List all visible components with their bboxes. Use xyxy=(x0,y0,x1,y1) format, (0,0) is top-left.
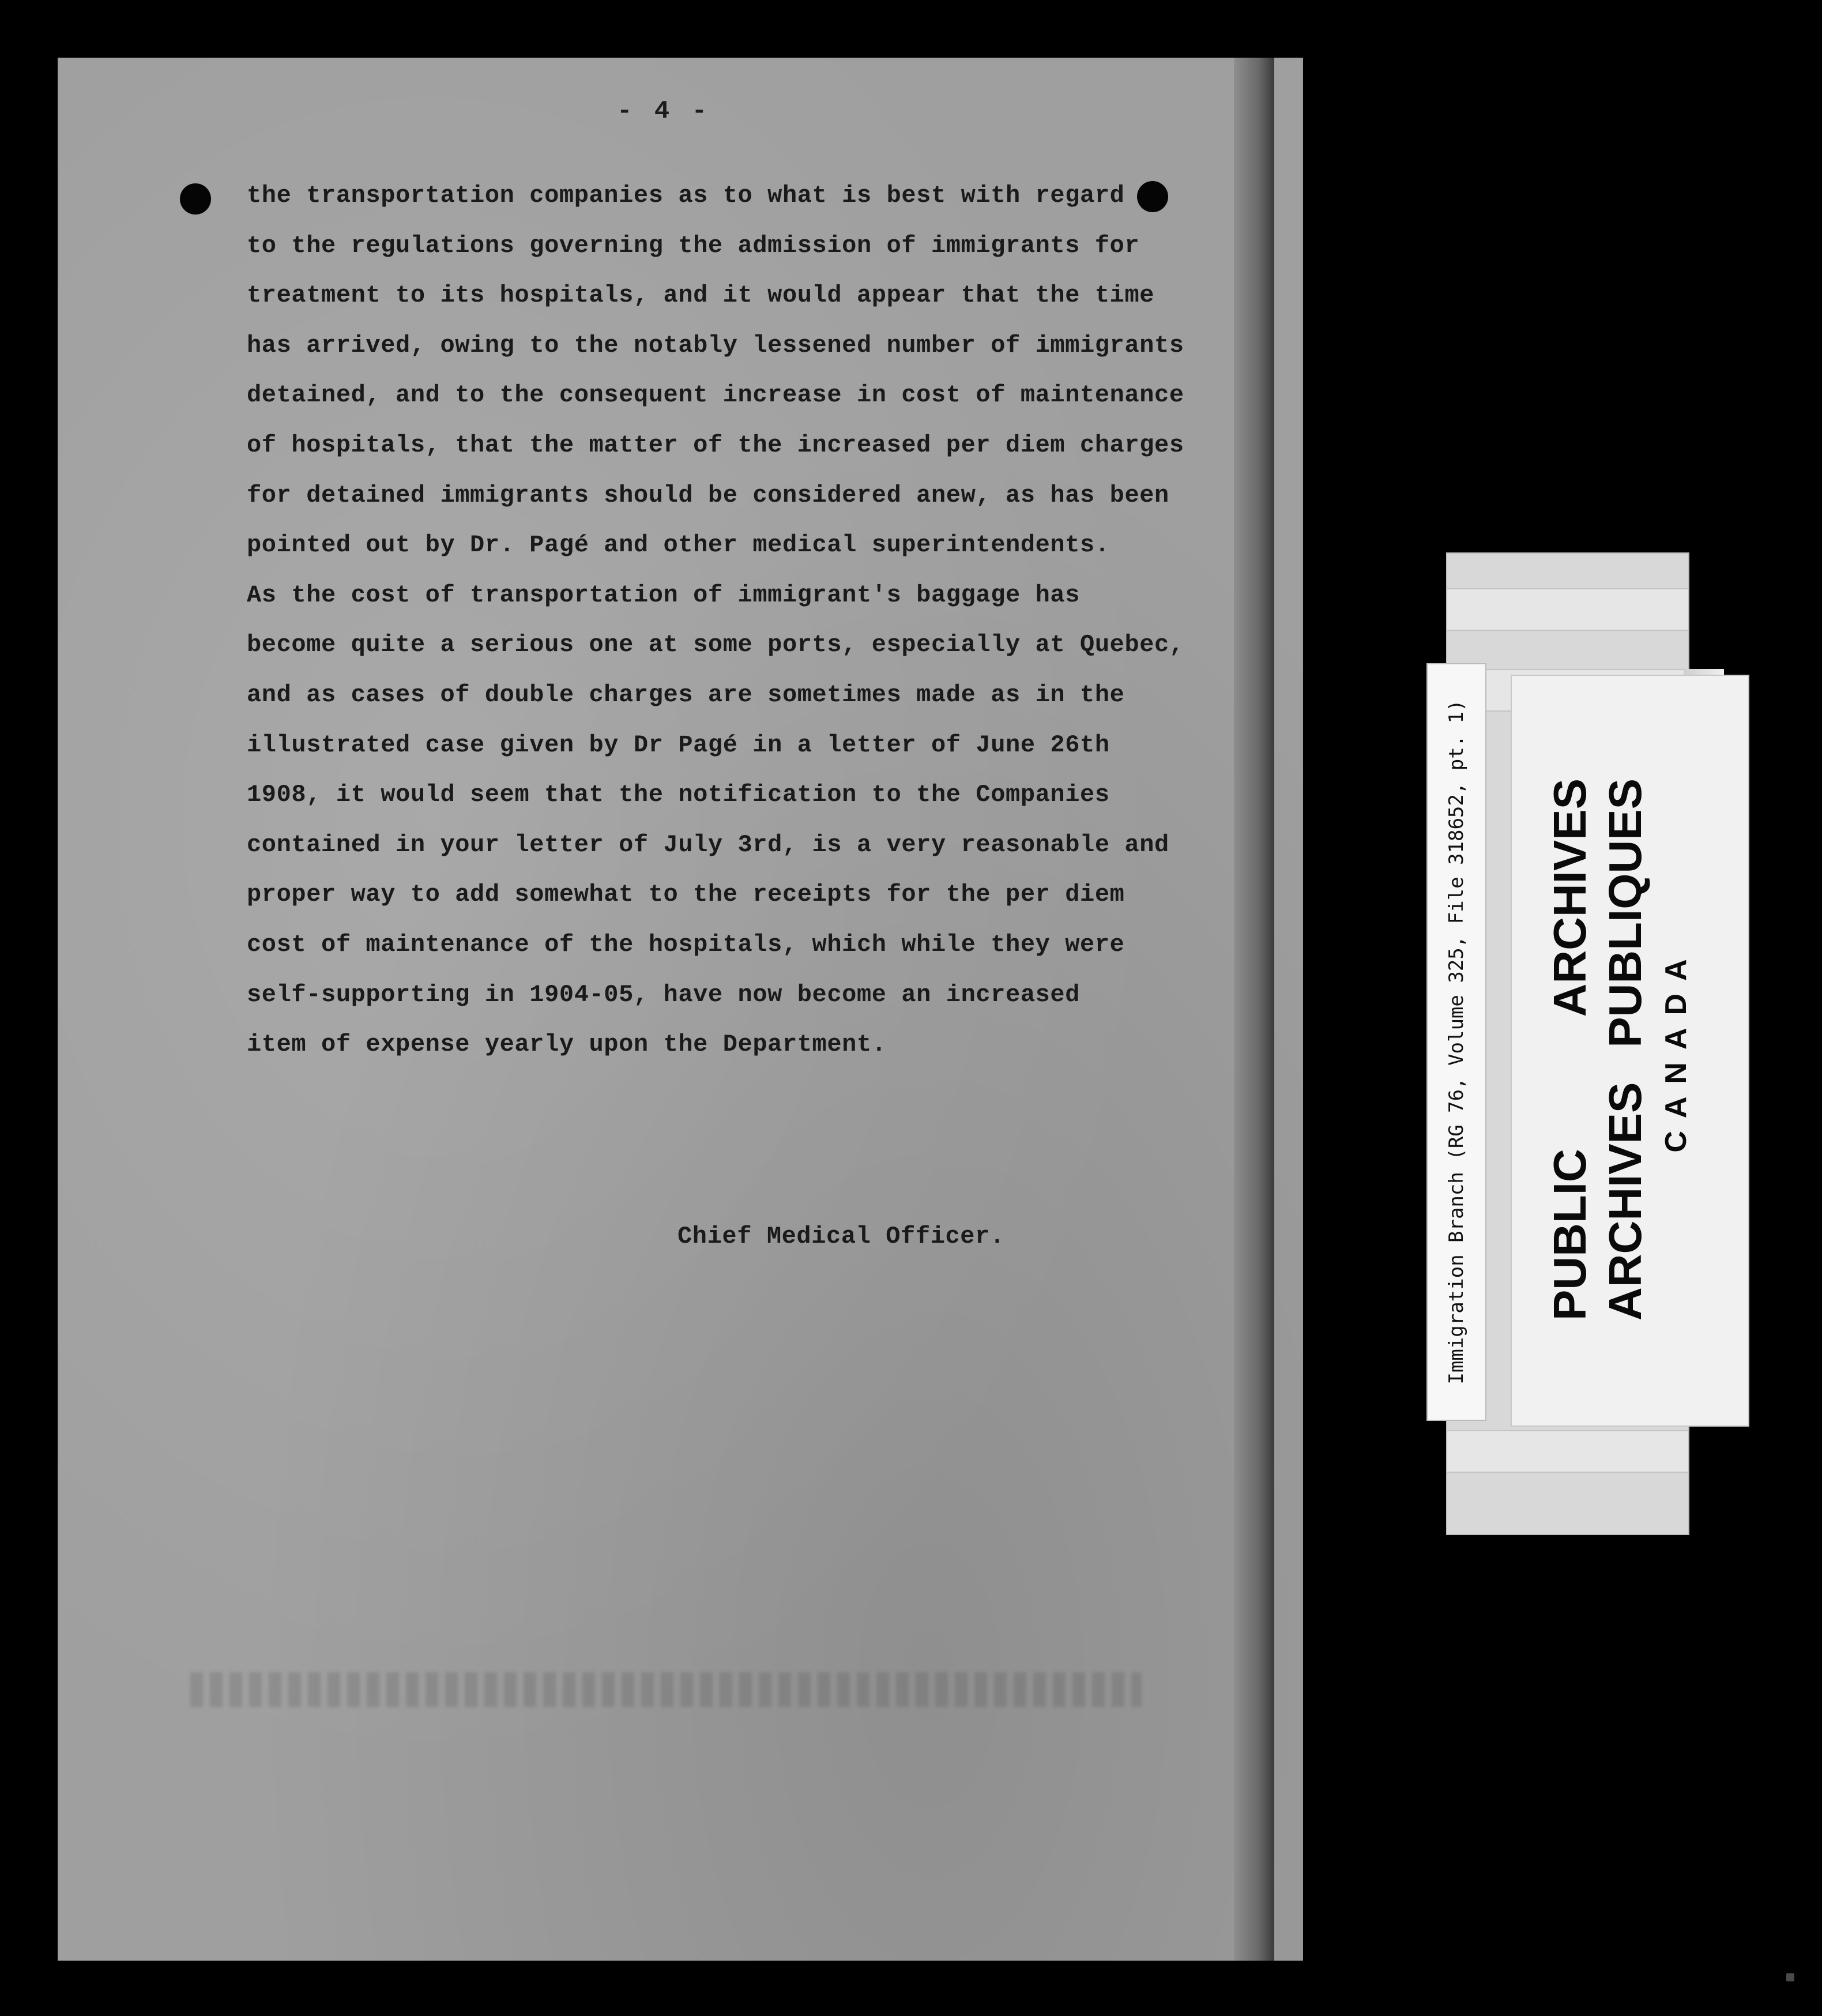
page-number: - 4 - xyxy=(617,97,711,126)
text-line: illustrated case given by Dr Pagé in a letter of June 26th xyxy=(247,731,1110,759)
punch-hole-left xyxy=(180,183,211,215)
label-band xyxy=(1447,1430,1688,1473)
stamp-row-2 xyxy=(1598,761,1653,1338)
faint-bleed-through xyxy=(190,1672,1142,1707)
stamp-row-1 xyxy=(1542,761,1598,1338)
label-band xyxy=(1447,588,1688,631)
text-line: item of expense yearly upon the Department. xyxy=(247,1030,887,1059)
film-corner-mark xyxy=(1786,1973,1794,1981)
text-line: has arrived, owing to the notably lessened number of immigrants xyxy=(247,331,1184,359)
text-line: and as cases of double charges are sometimes made as in the xyxy=(247,680,1125,709)
text-line: pointed out by Dr. Pagé and other medical superintendents. xyxy=(247,531,1110,559)
text-line: As the cost of transportation of immigrant's baggage has xyxy=(247,581,1081,609)
page-edge-fold xyxy=(1234,58,1274,1961)
stamp-word: ARCHIVES xyxy=(1599,1082,1651,1321)
stamp-word: PUBLIQUES xyxy=(1599,778,1651,1048)
text-line: become quite a serious one at some ports, especially at Quebec, xyxy=(247,631,1184,659)
text-line: cost of maintenance of the hospitals, which while they were xyxy=(247,930,1125,958)
stamp-word: ARCHIVES xyxy=(1544,778,1595,1017)
signature-title: Chief Medical Officer. xyxy=(677,1223,1005,1250)
text-line: detained, and to the consequent increase in cost of maintenance xyxy=(247,381,1184,409)
text-line: for detained immigrants should be considered anew, as has been xyxy=(247,481,1169,509)
text-line: treatment to its hospitals, and it would appear that the time xyxy=(247,281,1155,310)
text-line: proper way to add somewhat to the receipts for the per diem xyxy=(247,881,1125,909)
letter-body xyxy=(247,171,1238,1070)
text-line: the transportation companies as to what is best with regard xyxy=(247,182,1125,209)
stamp-word: PUBLIC xyxy=(1544,1149,1595,1321)
text-line: 1908, it would seem that the notification to the Companies xyxy=(247,781,1110,809)
reference-tag xyxy=(1426,663,1486,1421)
text-line: contained in your letter of July 3rd, is a very reasonable and xyxy=(247,830,1169,859)
text-line: of hospitals, that the matter of the increased per diem charges xyxy=(247,431,1184,459)
text-line: to the regulations governing the admission of immigrants for xyxy=(247,231,1140,259)
archives-stamp xyxy=(1542,761,1715,1338)
reference-text: Immigration Branch (RG 76, Volume 325, File 318652, pt. 1) xyxy=(1445,699,1468,1385)
stamp-country: CANADA xyxy=(1659,946,1693,1153)
text-line: self-supporting in 1904-05, have now become an increased xyxy=(247,980,1081,1009)
